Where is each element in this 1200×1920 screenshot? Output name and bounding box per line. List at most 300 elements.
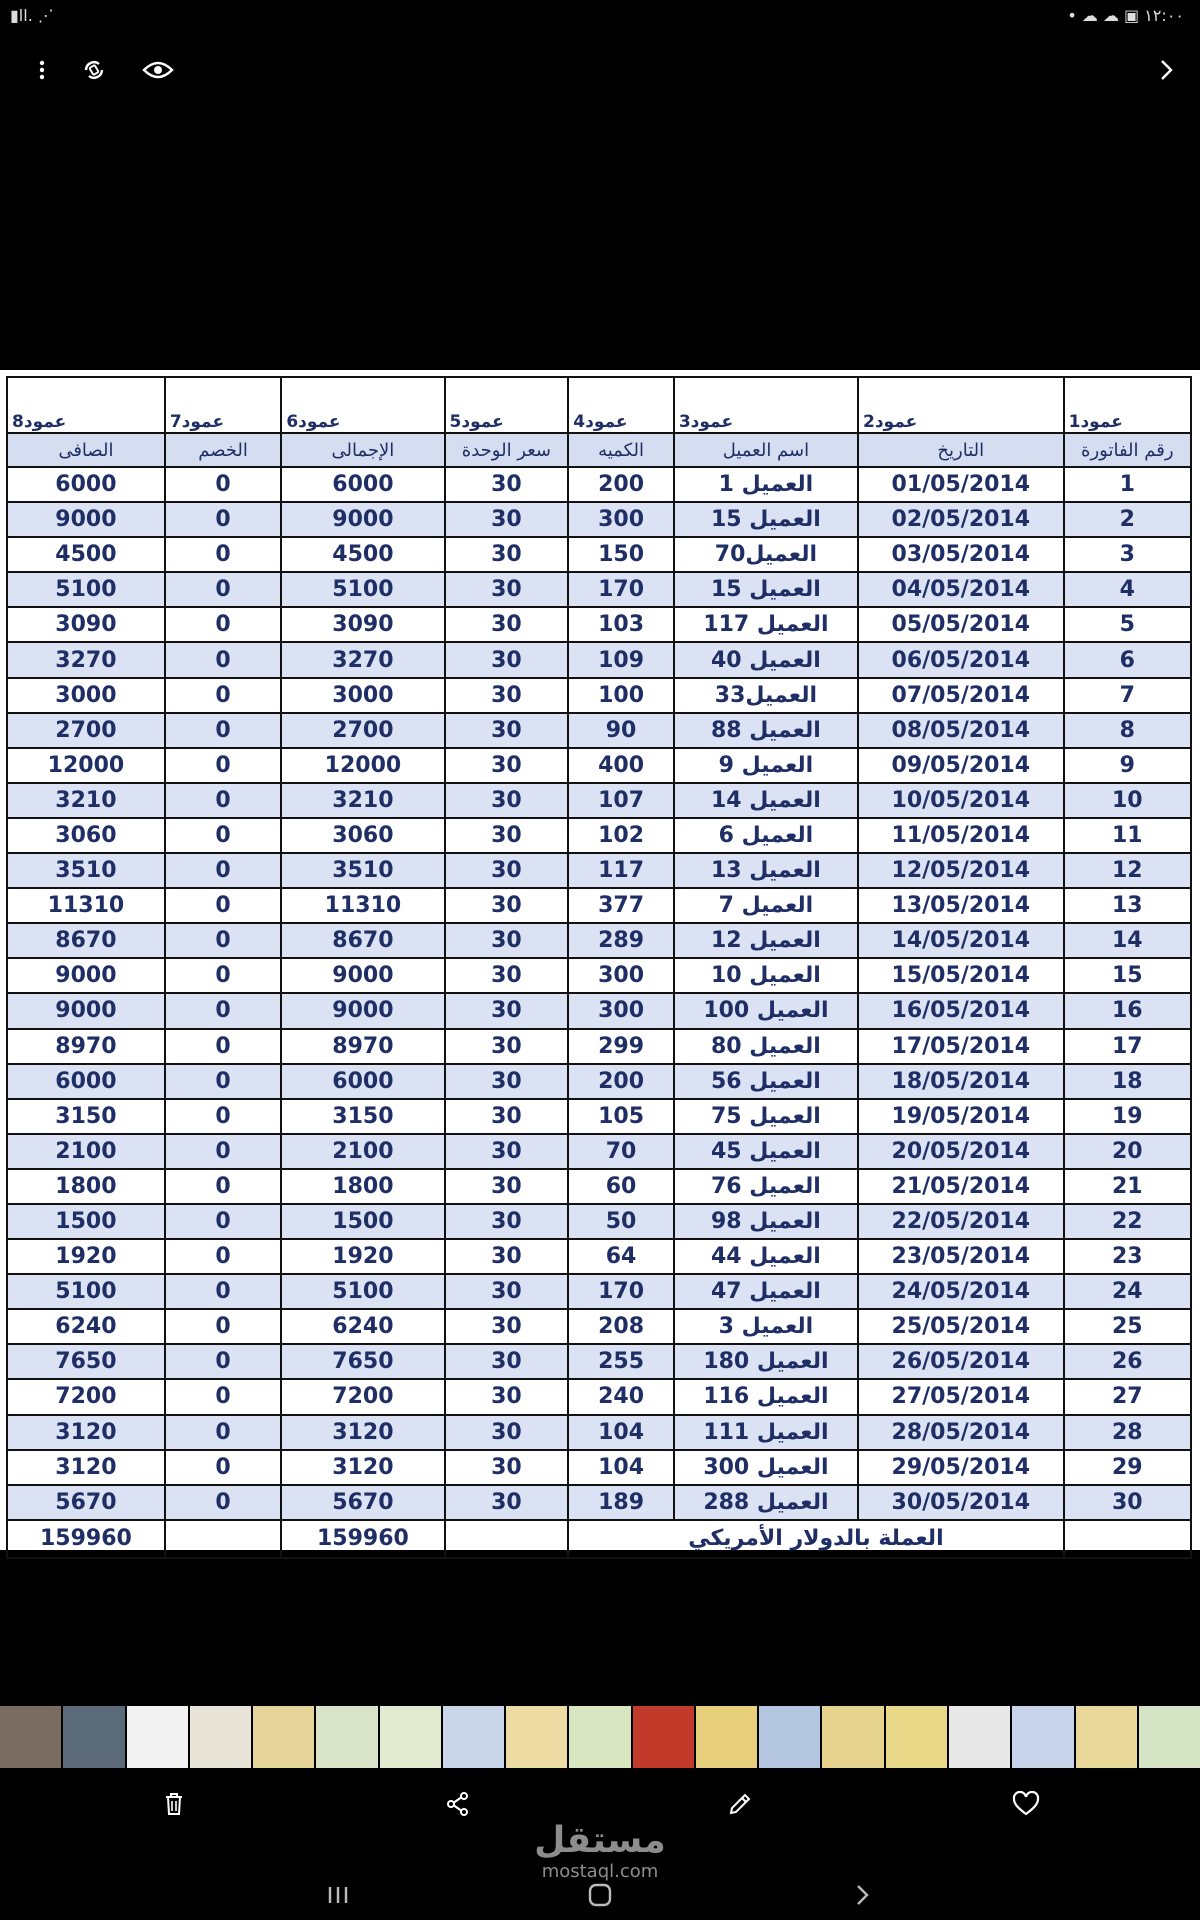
table-row xyxy=(7,1099,1191,1134)
column-name: عمود5 xyxy=(445,377,569,433)
chevron-right-icon[interactable] xyxy=(1146,50,1186,90)
column-name-row xyxy=(7,377,1191,433)
table-cell: 30 xyxy=(445,1064,569,1099)
table-cell: 6000 xyxy=(281,1064,444,1099)
table-cell: 3210 xyxy=(281,783,444,818)
thumbnail[interactable] xyxy=(1076,1706,1137,1768)
table-cell: 30 xyxy=(445,678,569,713)
table-cell: 19 xyxy=(1064,1099,1191,1134)
table-cell: 105 xyxy=(568,1099,674,1134)
table-cell: 28/05/2014 xyxy=(858,1415,1064,1450)
table-cell: 30 xyxy=(445,1134,569,1169)
table-cell: 22 xyxy=(1064,1204,1191,1239)
table-cell: العميل 88 xyxy=(674,713,858,748)
table-cell: 16 xyxy=(1064,993,1191,1028)
table-cell: 1800 xyxy=(7,1169,165,1204)
column-name: عمود6 xyxy=(281,377,444,433)
column-header: اسم العميل xyxy=(674,433,858,467)
table-cell: العميل 80 xyxy=(674,1029,858,1064)
table-cell: 19/05/2014 xyxy=(858,1099,1064,1134)
table-cell: 3150 xyxy=(7,1099,165,1134)
table-cell: 7650 xyxy=(7,1344,165,1379)
table-cell: 200 xyxy=(568,467,674,502)
table-cell: 2100 xyxy=(281,1134,444,1169)
table-row xyxy=(7,1344,1191,1379)
table-cell: 30 xyxy=(445,783,569,818)
table-cell: 18/05/2014 xyxy=(858,1064,1064,1099)
table-cell: 9000 xyxy=(7,502,165,537)
eye-icon[interactable] xyxy=(138,50,178,90)
table-cell: 15 xyxy=(1064,958,1191,993)
table-cell: 5100 xyxy=(281,572,444,607)
table-cell: 0 xyxy=(165,748,281,783)
status-left: ▮ll. ⋰ xyxy=(10,6,54,25)
thumbnail[interactable] xyxy=(633,1706,694,1768)
column-header: الإجمالى xyxy=(281,433,444,467)
table-cell: العميل 75 xyxy=(674,1099,858,1134)
table-cell: 189 xyxy=(568,1485,674,1520)
thumbnail[interactable] xyxy=(759,1706,820,1768)
table-cell: 30 xyxy=(445,1204,569,1239)
table-cell: العميل 117 xyxy=(674,607,858,642)
table-cell: 12000 xyxy=(7,748,165,783)
table-cell: 1800 xyxy=(281,1169,444,1204)
column-name: عمود2 xyxy=(858,377,1064,433)
table-cell: 12 xyxy=(1064,853,1191,888)
table-cell: 30 xyxy=(445,1099,569,1134)
table-cell: 30 xyxy=(445,502,569,537)
footer-cell-empty xyxy=(165,1520,281,1558)
table-cell: 9000 xyxy=(281,502,444,537)
table-cell: 104 xyxy=(568,1450,674,1485)
table-row xyxy=(7,1064,1191,1099)
table-cell: 3000 xyxy=(7,678,165,713)
table-cell: 09/05/2014 xyxy=(858,748,1064,783)
table-cell: 11310 xyxy=(7,888,165,923)
table-cell: 14 xyxy=(1064,923,1191,958)
table-cell: العميل 45 xyxy=(674,1134,858,1169)
table-cell: 3120 xyxy=(281,1450,444,1485)
table-cell: العميل 76 xyxy=(674,1169,858,1204)
table-cell: 3060 xyxy=(7,818,165,853)
table-row xyxy=(7,888,1191,923)
table-cell: 0 xyxy=(165,713,281,748)
table-cell: 30 xyxy=(445,818,569,853)
watermark-arabic: مستقل xyxy=(534,1820,666,1861)
table-cell: 103 xyxy=(568,607,674,642)
table-cell: 10 xyxy=(1064,783,1191,818)
table-cell: العميل 56 xyxy=(674,1064,858,1099)
table-cell: 64 xyxy=(568,1239,674,1274)
total-gross: 159960 xyxy=(281,1520,444,1558)
table-cell: 150 xyxy=(568,537,674,572)
table-cell: 30 xyxy=(445,607,569,642)
table-cell: 12/05/2014 xyxy=(858,853,1064,888)
table-cell: 27/05/2014 xyxy=(858,1379,1064,1414)
table-row xyxy=(7,1239,1191,1274)
table-cell: 21 xyxy=(1064,1169,1191,1204)
table-cell: 8970 xyxy=(281,1029,444,1064)
table-cell: 24/05/2014 xyxy=(858,1274,1064,1309)
viewer-toolbar xyxy=(0,40,1200,100)
back-icon[interactable] xyxy=(842,1878,882,1912)
thumbnail[interactable] xyxy=(822,1706,883,1768)
table-cell: 23/05/2014 xyxy=(858,1239,1064,1274)
table-cell: 0 xyxy=(165,1134,281,1169)
table-cell: 26 xyxy=(1064,1344,1191,1379)
table-cell: 30 xyxy=(1064,1485,1191,1520)
table-cell: 1500 xyxy=(7,1204,165,1239)
table-cell: 6000 xyxy=(7,1064,165,1099)
table-cell: العميل70 xyxy=(674,537,858,572)
table-row xyxy=(7,607,1191,642)
table-cell: 3090 xyxy=(281,607,444,642)
thumbnail[interactable] xyxy=(1012,1706,1073,1768)
table-cell: 9000 xyxy=(7,958,165,993)
table-cell: 06/05/2014 xyxy=(858,642,1064,677)
table-cell: 3120 xyxy=(281,1415,444,1450)
column-header: رقم الفاتورة xyxy=(1064,433,1191,467)
share-icon[interactable] xyxy=(440,1786,476,1822)
table-cell: 18 xyxy=(1064,1064,1191,1099)
thumbnail[interactable] xyxy=(949,1706,1010,1768)
table-cell: 90 xyxy=(568,713,674,748)
trash-icon[interactable] xyxy=(156,1786,192,1822)
table-cell: 100 xyxy=(568,678,674,713)
table-cell: 0 xyxy=(165,678,281,713)
table-cell: 0 xyxy=(165,1029,281,1064)
table-cell: 24 xyxy=(1064,1274,1191,1309)
table-cell: العميل 6 xyxy=(674,818,858,853)
table-row xyxy=(7,923,1191,958)
table-cell: 0 xyxy=(165,1450,281,1485)
table-cell: 255 xyxy=(568,1344,674,1379)
table-row xyxy=(7,1415,1191,1450)
auto-rotate-icon[interactable] xyxy=(74,50,114,90)
table-cell: 30 xyxy=(445,853,569,888)
table-cell: 11/05/2014 xyxy=(858,818,1064,853)
table-cell: 08/05/2014 xyxy=(858,713,1064,748)
table-cell: 13/05/2014 xyxy=(858,888,1064,923)
table-cell: 400 xyxy=(568,748,674,783)
table-cell: 6240 xyxy=(281,1309,444,1344)
table-cell: 11 xyxy=(1064,818,1191,853)
table-cell: 50 xyxy=(568,1204,674,1239)
table-row xyxy=(7,1204,1191,1239)
thumbnail[interactable] xyxy=(1139,1706,1200,1768)
header-row xyxy=(7,433,1191,467)
table-cell: 0 xyxy=(165,502,281,537)
table-cell: 25 xyxy=(1064,1309,1191,1344)
thumbnail[interactable] xyxy=(190,1706,251,1768)
table-cell: العميل33 xyxy=(674,678,858,713)
table-cell: 26/05/2014 xyxy=(858,1344,1064,1379)
table-cell: 13 xyxy=(1064,888,1191,923)
table-cell: 05/05/2014 xyxy=(858,607,1064,642)
thumbnail[interactable] xyxy=(380,1706,441,1768)
column-header: الخصم xyxy=(165,433,281,467)
table-cell: 104 xyxy=(568,1415,674,1450)
table-cell: 30 xyxy=(445,1485,569,1520)
table-cell: العميل 14 xyxy=(674,783,858,818)
table-cell: 170 xyxy=(568,1274,674,1309)
table-cell: 07/05/2014 xyxy=(858,678,1064,713)
table-cell: 5100 xyxy=(7,572,165,607)
table-row xyxy=(7,1169,1191,1204)
home-icon[interactable] xyxy=(580,1878,620,1912)
table-cell: 7200 xyxy=(281,1379,444,1414)
table-row xyxy=(7,818,1191,853)
table-cell: 0 xyxy=(165,993,281,1028)
table-cell: 16/05/2014 xyxy=(858,993,1064,1028)
table-cell: 0 xyxy=(165,642,281,677)
table-cell: 30 xyxy=(445,572,569,607)
table-cell: 0 xyxy=(165,923,281,958)
table-row xyxy=(7,537,1191,572)
table-cell: العميل 98 xyxy=(674,1204,858,1239)
table-cell: 30 xyxy=(445,1450,569,1485)
table-cell: 0 xyxy=(165,1064,281,1099)
column-name: عمود7 xyxy=(165,377,281,433)
table-row xyxy=(7,642,1191,677)
table-cell: 0 xyxy=(165,1379,281,1414)
table-cell: 22/05/2014 xyxy=(858,1204,1064,1239)
table-cell: 0 xyxy=(165,818,281,853)
table-cell: 0 xyxy=(165,1344,281,1379)
table-cell: العميل 180 xyxy=(674,1344,858,1379)
table-row xyxy=(7,678,1191,713)
table-cell: العميل 40 xyxy=(674,642,858,677)
watermark-latin: mostaql.com xyxy=(541,1861,659,1882)
table-row xyxy=(7,853,1191,888)
table-cell: العميل 288 xyxy=(674,1485,858,1520)
thumbnail[interactable] xyxy=(63,1706,124,1768)
table-cell: 30 xyxy=(445,1344,569,1379)
footer-cell-empty xyxy=(1064,1520,1191,1558)
table-cell: 23 xyxy=(1064,1239,1191,1274)
table-cell: 289 xyxy=(568,923,674,958)
pencil-icon[interactable] xyxy=(722,1786,758,1822)
table-cell: 3150 xyxy=(281,1099,444,1134)
table-cell: العميل 111 xyxy=(674,1415,858,1450)
table-cell: 0 xyxy=(165,1239,281,1274)
table-cell: 9 xyxy=(1064,748,1191,783)
table-cell: العميل 9 xyxy=(674,748,858,783)
thumbnail-strip[interactable] xyxy=(0,1706,1200,1768)
table-cell: 02/05/2014 xyxy=(858,502,1064,537)
table-cell: 4500 xyxy=(281,537,444,572)
table-cell: 70 xyxy=(568,1134,674,1169)
table-cell: 6000 xyxy=(7,467,165,502)
table-cell: 1 xyxy=(1064,467,1191,502)
table-cell: 28 xyxy=(1064,1415,1191,1450)
thumbnail[interactable] xyxy=(443,1706,504,1768)
table-row xyxy=(7,958,1191,993)
table-cell: 27 xyxy=(1064,1379,1191,1414)
table-cell: 8970 xyxy=(7,1029,165,1064)
table-cell: العميل 10 xyxy=(674,958,858,993)
table-row xyxy=(7,1134,1191,1169)
table-cell: 300 xyxy=(568,993,674,1028)
table-cell: 3270 xyxy=(281,642,444,677)
thumbnail[interactable] xyxy=(506,1706,567,1768)
table-row xyxy=(7,783,1191,818)
table-cell: 0 xyxy=(165,467,281,502)
table-row xyxy=(7,713,1191,748)
table-cell: 30 xyxy=(445,888,569,923)
more-vertical-icon[interactable] xyxy=(22,50,62,90)
table-cell: 7650 xyxy=(281,1344,444,1379)
table-cell: 4500 xyxy=(7,537,165,572)
table-cell: 30 xyxy=(445,748,569,783)
column-header: الصافى xyxy=(7,433,165,467)
thumbnail[interactable] xyxy=(569,1706,630,1768)
table-cell: 30 xyxy=(445,1415,569,1450)
table-cell: 3090 xyxy=(7,607,165,642)
table-cell: 9000 xyxy=(281,993,444,1028)
table-cell: 300 xyxy=(568,958,674,993)
table-cell: 11310 xyxy=(281,888,444,923)
thumbnail[interactable] xyxy=(0,1706,61,1768)
table-cell: 0 xyxy=(165,1099,281,1134)
table-cell: 5670 xyxy=(7,1485,165,1520)
table-cell: 208 xyxy=(568,1309,674,1344)
table-cell: 04/05/2014 xyxy=(858,572,1064,607)
table-cell: 30 xyxy=(445,642,569,677)
table-cell: 30 xyxy=(445,923,569,958)
table-cell: 9000 xyxy=(281,958,444,993)
heart-icon[interactable] xyxy=(1008,1786,1044,1822)
table-cell: 17/05/2014 xyxy=(858,1029,1064,1064)
recents-icon[interactable] xyxy=(318,1878,358,1912)
table-cell: 0 xyxy=(165,1204,281,1239)
table-cell: 3510 xyxy=(281,853,444,888)
navigation-bar xyxy=(0,1870,1200,1920)
table-cell: 20 xyxy=(1064,1134,1191,1169)
table-cell: العميل 15 xyxy=(674,572,858,607)
table-cell: 25/05/2014 xyxy=(858,1309,1064,1344)
table-cell: 3120 xyxy=(7,1450,165,1485)
table-cell: 1500 xyxy=(281,1204,444,1239)
column-name: عمود1 xyxy=(1064,377,1191,433)
table-cell: العميل 47 xyxy=(674,1274,858,1309)
table-row xyxy=(7,748,1191,783)
table-cell: 240 xyxy=(568,1379,674,1414)
table-cell: 17 xyxy=(1064,1029,1191,1064)
table-row xyxy=(7,572,1191,607)
table-cell: 01/05/2014 xyxy=(858,467,1064,502)
total-net: 159960 xyxy=(7,1520,165,1558)
table-cell: 12000 xyxy=(281,748,444,783)
table-cell: 8670 xyxy=(7,923,165,958)
table-cell: 0 xyxy=(165,607,281,642)
table-cell: العميل 7 xyxy=(674,888,858,923)
table-cell: العميل 13 xyxy=(674,853,858,888)
table-cell: 5 xyxy=(1064,607,1191,642)
table-cell: 2 xyxy=(1064,502,1191,537)
table-cell: 30 xyxy=(445,1309,569,1344)
table-cell: العميل 3 xyxy=(674,1309,858,1344)
table-cell: 0 xyxy=(165,572,281,607)
table-cell: 0 xyxy=(165,853,281,888)
table-cell: 10/05/2014 xyxy=(858,783,1064,818)
table-cell: 300 xyxy=(568,502,674,537)
table-cell: 3120 xyxy=(7,1415,165,1450)
table-cell: 3060 xyxy=(281,818,444,853)
table-cell: 170 xyxy=(568,572,674,607)
table-cell: 8 xyxy=(1064,713,1191,748)
table-cell: 30 xyxy=(445,1029,569,1064)
table-cell: 30 xyxy=(445,713,569,748)
table-row xyxy=(7,993,1191,1028)
table-cell: 3510 xyxy=(7,853,165,888)
table-cell: 30/05/2014 xyxy=(858,1485,1064,1520)
table-cell: 0 xyxy=(165,1169,281,1204)
table-cell: 299 xyxy=(568,1029,674,1064)
column-header: سعر الوحدة xyxy=(445,433,569,467)
table-cell: العميل 44 xyxy=(674,1239,858,1274)
table-cell: 0 xyxy=(165,783,281,818)
column-header: الكميه xyxy=(568,433,674,467)
table-cell: 03/05/2014 xyxy=(858,537,1064,572)
table-row xyxy=(7,1485,1191,1520)
table-cell: 117 xyxy=(568,853,674,888)
table-row xyxy=(7,1029,1191,1064)
thumbnail[interactable] xyxy=(696,1706,757,1768)
table-cell: 21/05/2014 xyxy=(858,1169,1064,1204)
table-cell: 3270 xyxy=(7,642,165,677)
table-cell: 9000 xyxy=(7,993,165,1028)
footer-row xyxy=(7,1520,1191,1558)
table-cell: 20/05/2014 xyxy=(858,1134,1064,1169)
thumbnail[interactable] xyxy=(316,1706,377,1768)
thumbnail[interactable] xyxy=(253,1706,314,1768)
table-row xyxy=(7,502,1191,537)
table-cell: 29 xyxy=(1064,1450,1191,1485)
table-cell: 8670 xyxy=(281,923,444,958)
table-cell: 4 xyxy=(1064,572,1191,607)
table-cell: 377 xyxy=(568,888,674,923)
invoice-table xyxy=(6,376,1192,1559)
table-cell: 5670 xyxy=(281,1485,444,1520)
table-cell: 0 xyxy=(165,1485,281,1520)
table-cell: 107 xyxy=(568,783,674,818)
table-cell: 30 xyxy=(445,537,569,572)
table-cell: العميل 12 xyxy=(674,923,858,958)
table-cell: العميل 15 xyxy=(674,502,858,537)
table-cell: 109 xyxy=(568,642,674,677)
column-name: عمود4 xyxy=(568,377,674,433)
table-cell: 2100 xyxy=(7,1134,165,1169)
photo-spreadsheet[interactable] xyxy=(0,370,1200,1550)
table-cell: العميل 300 xyxy=(674,1450,858,1485)
table-cell: 0 xyxy=(165,1309,281,1344)
table-cell: 5100 xyxy=(7,1274,165,1309)
table-cell: 1920 xyxy=(281,1239,444,1274)
column-name: عمود8 xyxy=(7,377,165,433)
table-cell: 2700 xyxy=(7,713,165,748)
thumbnail[interactable] xyxy=(886,1706,947,1768)
table-cell: 29/05/2014 xyxy=(858,1450,1064,1485)
currency-note: العملة بالدولار الأمريكي xyxy=(568,1520,1063,1558)
table-cell: 102 xyxy=(568,818,674,853)
table-cell: 0 xyxy=(165,958,281,993)
table-cell: 14/05/2014 xyxy=(858,923,1064,958)
table-cell: 60 xyxy=(568,1169,674,1204)
table-cell: 200 xyxy=(568,1064,674,1099)
table-cell: العميل 1 xyxy=(674,467,858,502)
thumbnail[interactable] xyxy=(127,1706,188,1768)
